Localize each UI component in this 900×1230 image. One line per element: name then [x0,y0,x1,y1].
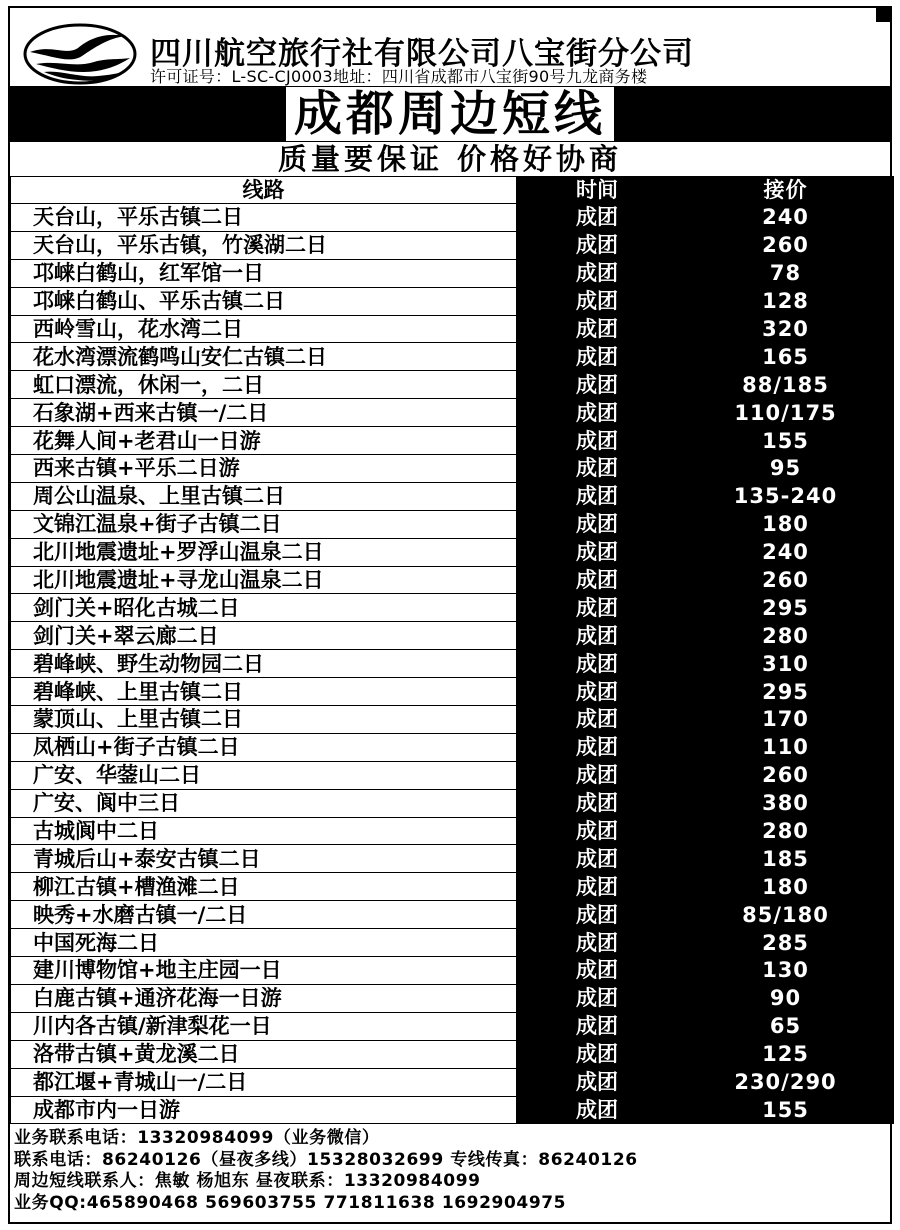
price-cell: 130 [678,957,894,985]
license-address: 许可证号：L-SC-CJ0003地址：四川省成都市八宝街90号九龙商务楼 [150,67,648,86]
price-cell: 230/290 [678,1068,894,1096]
route-cell: 成都市内一日游 [11,1096,517,1124]
table-row [11,427,894,455]
price-cell: 65 [678,1012,894,1040]
route-cell: 青城后山+泰安古镇二日 [11,845,517,873]
table-row [11,482,894,510]
table-row [11,594,894,622]
route-cell: 邛崃白鹤山、平乐古镇二日 [11,287,517,315]
time-cell: 成团 [517,761,678,789]
table-row [11,984,894,1012]
price-cell: 110/175 [678,399,894,427]
route-cell: 北川地震遗址+寻龙山温泉二日 [11,566,517,594]
price-cell: 180 [678,873,894,901]
footer-contact-person: 周边短线联系人：焦敏 杨旭东 昼夜联系：13320984099 [14,1171,481,1191]
title-banner [8,86,892,142]
time-cell: 成团 [517,873,678,901]
route-cell: 凤栖山+街子古镇二日 [11,733,517,761]
route-cell: 虹口漂流，休闲一，二日 [11,371,517,399]
price-cell: 90 [678,984,894,1012]
table-row [11,1068,894,1096]
price-cell: 295 [678,678,894,706]
route-cell: 中国死海二日 [11,929,517,957]
table-row [11,789,894,817]
contact-footer [14,1128,894,1214]
table-row [11,1040,894,1068]
route-cell: 广安、阆中三日 [11,789,517,817]
route-cell: 川内各古镇/新津梨花一日 [11,1012,517,1040]
price-cell: 320 [678,315,894,343]
table-header-row [11,177,894,204]
price-cell: 78 [678,259,894,287]
route-cell: 广安、华蓥山二日 [11,761,517,789]
route-cell: 花舞人间+老君山一日游 [11,427,517,455]
table-row [11,455,894,483]
route-cell: 花水湾漂流鹤鸣山安仁古镇二日 [11,343,517,371]
route-cell: 石象湖+西来古镇一/二日 [11,399,517,427]
route-cell: 文锦江温泉+街子古镇二日 [11,510,517,538]
table-row [11,1012,894,1040]
price-cell: 310 [678,650,894,678]
time-cell: 成团 [517,287,678,315]
route-cell: 西来古镇+平乐二日游 [11,455,517,483]
time-cell: 成团 [517,231,678,259]
banner-title: 成都周边短线 [286,87,614,141]
footer-qq: 业务QQ:465890468 569603755 771811638 1692904975 [14,1192,567,1213]
table-row [11,204,894,232]
route-cell: 蒙顶山、上里古镇二日 [11,706,517,734]
time-cell: 成团 [517,259,678,287]
time-cell: 成团 [517,455,678,483]
time-cell: 成团 [517,315,678,343]
table-row [11,259,894,287]
time-cell: 成团 [517,566,678,594]
price-cell: 185 [678,845,894,873]
table-row [11,315,894,343]
table-row [11,399,894,427]
route-cell: 周公山温泉、上里古镇二日 [11,482,517,510]
price-cell: 128 [678,287,894,315]
time-cell: 成团 [517,957,678,985]
price-cell: 155 [678,427,894,455]
time-cell: 成团 [517,789,678,817]
table-row [11,761,894,789]
table-row [11,622,894,650]
table-row [11,929,894,957]
table-row [11,817,894,845]
price-cell: 260 [678,231,894,259]
price-cell: 295 [678,594,894,622]
table-row [11,650,894,678]
time-cell: 成团 [517,984,678,1012]
price-cell: 260 [678,761,894,789]
company-name: 四川航空旅行社有限公司八宝街分公司 [150,36,694,72]
route-cell: 碧峰峡、上里古镇二日 [11,678,517,706]
routes-table [10,176,894,1124]
price-cell: 110 [678,733,894,761]
table-row [11,845,894,873]
time-cell: 成团 [517,594,678,622]
table-row [11,733,894,761]
time-cell: 成团 [517,1096,678,1124]
route-cell: 古城阆中二日 [11,817,517,845]
time-cell: 成团 [517,733,678,761]
time-cell: 成团 [517,538,678,566]
table-row [11,371,894,399]
time-cell: 成团 [517,399,678,427]
time-cell: 成团 [517,482,678,510]
table-row [11,1096,894,1124]
route-cell: 映秀+水磨古镇一/二日 [11,901,517,929]
table-row [11,706,894,734]
price-cell: 260 [678,566,894,594]
time-cell: 成团 [517,510,678,538]
price-cell: 85/180 [678,901,894,929]
table-row [11,231,894,259]
table-row [11,873,894,901]
time-cell: 成团 [517,1068,678,1096]
route-cell: 剑门关+昭化古城二日 [11,594,517,622]
time-cell: 成团 [517,678,678,706]
banner-title-wrap [8,86,892,142]
route-cell: 都江堰+青城山一/二日 [11,1068,517,1096]
route-cell: 柳江古镇+槽渔滩二日 [11,873,517,901]
airline-logo-icon [22,22,138,86]
table-row [11,678,894,706]
time-cell: 成团 [517,929,678,957]
route-cell: 北川地震遗址+罗浮山温泉二日 [11,538,517,566]
header [8,6,892,86]
table-row [11,343,894,371]
header-time: 时间 [517,177,678,204]
time-cell: 成团 [517,706,678,734]
header-route: 线路 [11,177,517,204]
route-cell: 剑门关+翠云廊二日 [11,622,517,650]
price-cell: 125 [678,1040,894,1068]
table-row [11,901,894,929]
route-cell: 天台山，平乐古镇，竹溪湖二日 [11,231,517,259]
time-cell: 成团 [517,204,678,232]
table-row [11,957,894,985]
price-cell: 380 [678,789,894,817]
price-cell: 135-240 [678,482,894,510]
table-row [11,287,894,315]
table-row [11,566,894,594]
route-cell: 西岭雪山，花水湾二日 [11,315,517,343]
time-cell: 成团 [517,817,678,845]
route-cell: 白鹿古镇+通济花海一日游 [11,984,517,1012]
time-cell: 成团 [517,371,678,399]
table-row [11,510,894,538]
time-cell: 成团 [517,845,678,873]
time-cell: 成团 [517,343,678,371]
header-price: 接价 [678,177,894,204]
time-cell: 成团 [517,1040,678,1068]
price-cell: 170 [678,706,894,734]
price-cell: 165 [678,343,894,371]
route-cell: 邛崃白鹤山，红军馆一日 [11,259,517,287]
time-cell: 成团 [517,427,678,455]
price-cell: 95 [678,455,894,483]
footer-contact-phone: 联系电话：86240126（昼夜多线）15328032699 专线传真：86240126 [14,1149,638,1170]
price-cell: 280 [678,817,894,845]
time-cell: 成团 [517,1012,678,1040]
price-cell: 285 [678,929,894,957]
slogan: 质量要保证 价格好协商 [277,142,623,176]
route-cell: 碧峰峡、野生动物园二日 [11,650,517,678]
table-row [11,538,894,566]
price-cell: 88/185 [678,371,894,399]
price-cell: 155 [678,1096,894,1124]
price-cell: 180 [678,510,894,538]
route-cell: 天台山，平乐古镇二日 [11,204,517,232]
route-cell: 洛带古镇+黄龙溪二日 [11,1040,517,1068]
time-cell: 成团 [517,650,678,678]
time-cell: 成团 [517,901,678,929]
footer-business-phone: 业务联系电话：13320984099（业务微信） [14,1128,380,1148]
route-cell: 建川博物馆+地主庄园一日 [11,957,517,985]
price-cell: 240 [678,204,894,232]
time-cell: 成团 [517,622,678,650]
price-cell: 280 [678,622,894,650]
price-cell: 240 [678,538,894,566]
